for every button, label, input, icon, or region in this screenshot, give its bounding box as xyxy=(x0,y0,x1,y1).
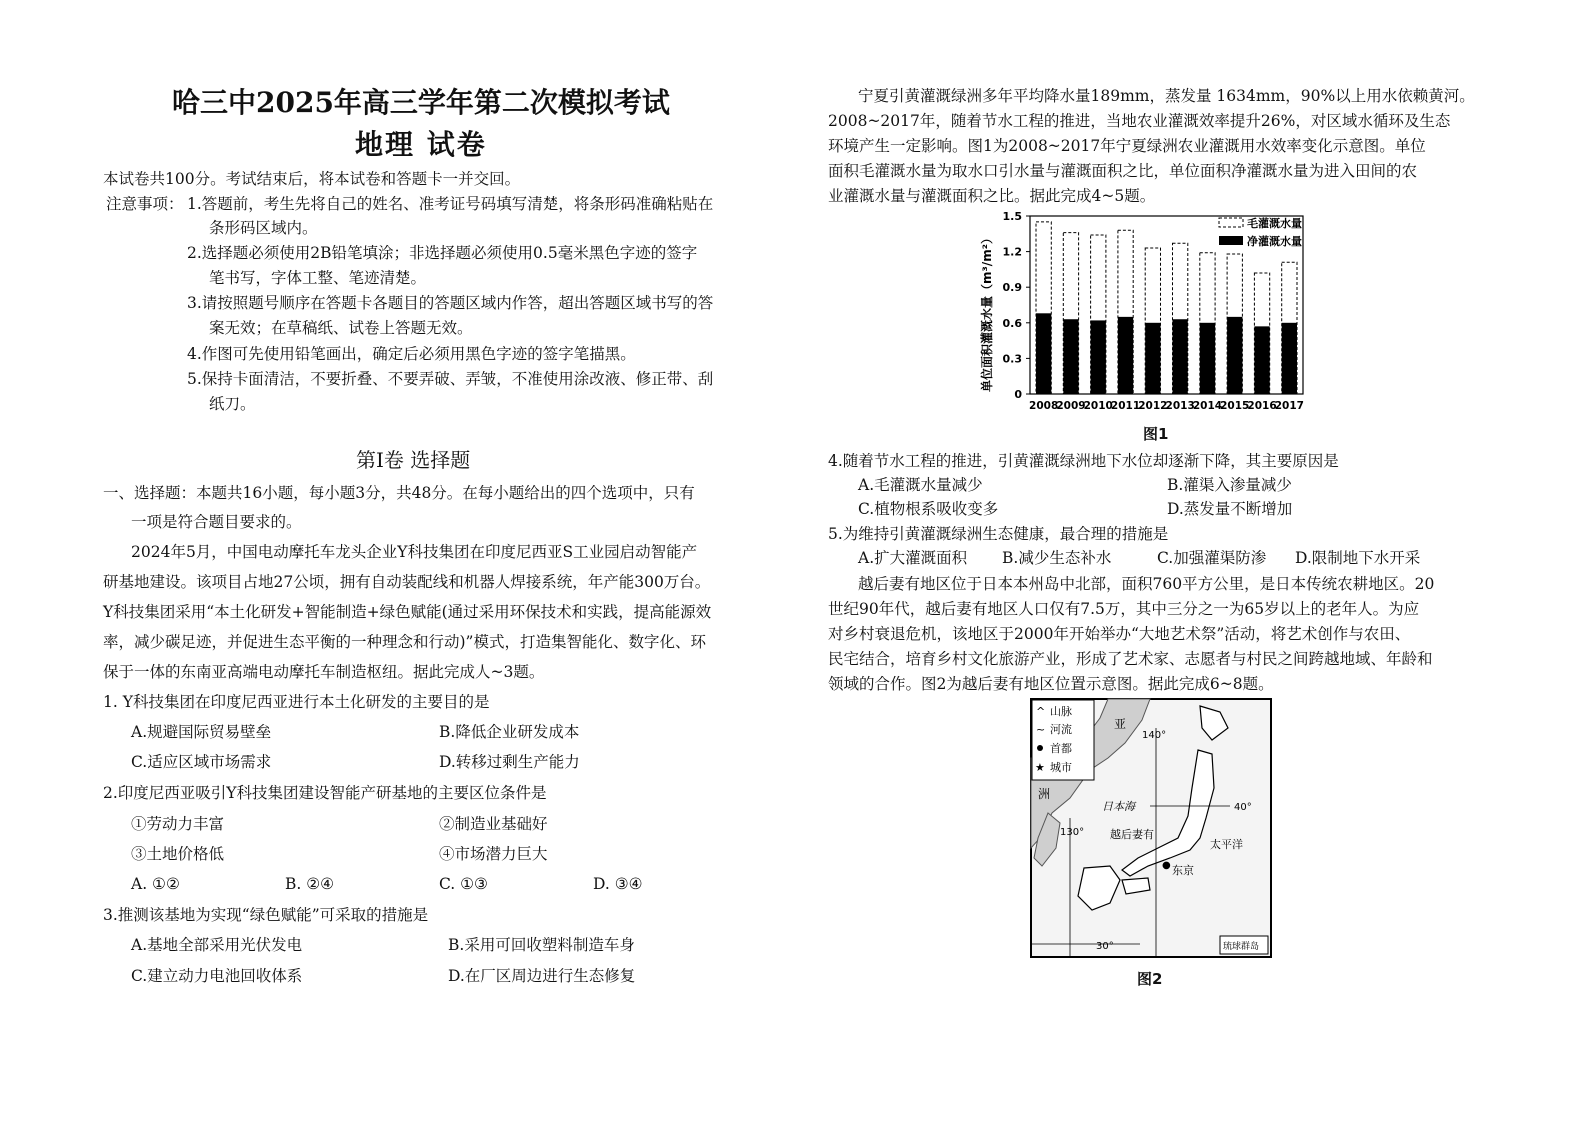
x-tick-label: 2017 xyxy=(1274,400,1304,412)
option-d: D. ③④ xyxy=(593,875,643,893)
bar-net-2013 xyxy=(1173,319,1188,394)
page-subtitle: 地理 试卷 xyxy=(355,128,487,161)
legend-capital: 首都 xyxy=(1050,742,1072,755)
bar-net-2008 xyxy=(1036,313,1051,394)
item-4: ④市场潜力巨大 xyxy=(439,845,548,863)
option-d: D.转移过剩生产能力 xyxy=(439,753,580,771)
label-echigo-tsumari: 越后妻有 xyxy=(1110,828,1154,841)
bar-net-2016 xyxy=(1254,326,1269,394)
passage-3-line: 越后妻有地区位于日本本州岛中北部，面积760平方公里，是日本传统农耕地区。20 xyxy=(858,575,1435,593)
label-asia: 亚 xyxy=(1114,717,1127,731)
label-eurasia: 洲 xyxy=(1038,787,1051,801)
passage-3-line: 对乡村衰退危机，该地区于2000年开始举办“大地艺术祭”活动，将艺术创作与农田、 xyxy=(828,625,1411,643)
section-instruction-line-1: 一、选择题：本题共16小题，每小题3分，共48分。在每小题给出的四个选项中，只有 xyxy=(103,484,695,502)
bar-net-2009 xyxy=(1063,319,1078,394)
y-tick-label: 1.5 xyxy=(1002,210,1022,223)
chart-legend xyxy=(1219,216,1302,248)
bar-net-2014 xyxy=(1200,323,1215,394)
legend-label-gross: 毛灌溉水量 xyxy=(1247,217,1302,230)
passage-2-line: 宁夏引黄灌溉绿洲多年平均降水量189mm，蒸发量 1634mm，90%以上用水依赖黄河。 xyxy=(858,87,1475,105)
bar-net-2015 xyxy=(1227,317,1242,394)
x-tick-label: 2015 xyxy=(1220,400,1250,412)
exam-intro: 本试卷共100分。考试结束后，将本试卷和答题卡一并交回。 xyxy=(103,170,521,188)
label-tokyo: 东京 xyxy=(1172,864,1194,877)
passage-1-line: 2024年5月，中国电动摩托车龙头企业Y科技集团在印度尼西亚S工业园启动智能产 xyxy=(131,543,698,561)
legend-swatch-gross xyxy=(1219,218,1243,227)
y-tick-label: 1.2 xyxy=(1002,245,1022,259)
japan-location-map xyxy=(1030,698,1272,960)
x-tick-label: 2016 xyxy=(1247,400,1277,412)
label-pacific: 太平洋 xyxy=(1210,838,1243,851)
note-3-line-1: 3.请按照题号顺序在答题卡各题目的答题区域内作答，超出答题区域书写的答 xyxy=(187,294,714,312)
question-stem: 2.印度尼西亚吸引Y科技集团建设智能产研基地的主要区位条件是 xyxy=(103,784,547,802)
y-tick-label: 0.6 xyxy=(1002,316,1022,330)
option-b: B.降低企业研发成本 xyxy=(439,723,580,741)
option-c: C.建立动力电池回收体系 xyxy=(131,967,303,985)
option-a: A. ①② xyxy=(131,875,180,893)
section-title: 第Ⅰ卷 选择题 xyxy=(356,448,471,472)
note-1-line-2: 条形码区域内。 xyxy=(209,219,318,237)
passage-3-line: 领域的合作。图2为越后妻有地区位置示意图。据此完成6~8题。 xyxy=(828,675,1274,693)
question-stem: 1. Y科技集团在印度尼西亚进行本土化研发的主要目的是 xyxy=(103,693,490,711)
label-lon140: 140° xyxy=(1142,730,1167,741)
capital-tokyo-icon: ● xyxy=(1162,860,1171,871)
x-tick-label: 2014 xyxy=(1192,400,1223,412)
item-3: ③土地价格低 xyxy=(131,845,225,863)
question-stem: 3.推测该基地为实现“绿色赋能”可采取的措施是 xyxy=(103,906,429,924)
option-b: B.灌渠入渗量减少 xyxy=(1167,476,1292,494)
notes-label: 注意事项： xyxy=(106,195,184,213)
figure-1-caption: 图1 xyxy=(1143,425,1169,443)
label-lat30: 30° xyxy=(1096,941,1114,952)
x-tick-label: 2012 xyxy=(1138,400,1168,412)
label-lat40: 40° xyxy=(1234,802,1252,813)
option-c: C. ①③ xyxy=(439,875,488,893)
passage-1-line: Y科技集团采用“本土化研发+智能制造+绿色赋能(通过采用环保技术和实践，提高能源效 xyxy=(103,603,712,621)
option-c: C.适应区域市场需求 xyxy=(131,753,272,771)
page-title: 哈三中2025年高三学年第二次模拟考试 xyxy=(172,86,670,119)
legend-mountain-icon: ^ xyxy=(1036,705,1046,718)
option-d: D.在厂区周边进行生态修复 xyxy=(448,967,636,985)
option-a: A.毛灌溉水量减少 xyxy=(858,476,983,494)
legend-mountain: 山脉 xyxy=(1050,705,1072,718)
note-2-line-1: 2.选择题必须使用2B铅笔填涂；非选择题必须使用0.5毫米黑色字迹的签字 xyxy=(187,244,698,262)
option-b: B.采用可回收塑料制造车身 xyxy=(448,936,635,954)
legend-river: 河流 xyxy=(1050,723,1072,736)
question-stem: 4.随着节水工程的推进，引黄灌溉绿洲地下水位却逐渐下降，其主要原因是 xyxy=(828,452,1339,470)
passage-2-line: 环境产生一定影响。图1为2008~2017年宁夏绿洲农业灌溉用水效率变化示意图。单位 xyxy=(828,137,1426,155)
label-sea-of-japan: 日本海 xyxy=(1102,800,1135,813)
irrigation-bar-chart xyxy=(975,206,1335,420)
chart-ylabel: 单位面积灌溉水量（m³/m²） xyxy=(980,232,994,392)
item-1: ①劳动力丰富 xyxy=(131,815,225,833)
note-4: 4.作图可先使用铅笔画出，确定后必须用黑色字迹的签字笔描黑。 xyxy=(187,345,636,363)
legend-city: 城市 xyxy=(1050,761,1072,774)
option-c: C.植物根系吸收变多 xyxy=(858,500,999,518)
passage-1-line: 研基地建设。该项目占地27公顷，拥有自动装配线和机器人焊接系统，年产能300万台。 xyxy=(103,573,711,591)
option-c: C.加强灌渠防渗 xyxy=(1157,549,1267,567)
note-2-line-2: 笔书写，字体工整、笔迹清楚。 xyxy=(209,269,427,287)
x-tick-label: 2013 xyxy=(1165,400,1195,412)
passage-1-line: 率，减少碳足迹，并促进生态平衡的一种理念和行动)”模式，打造集智能化、数字化、环 xyxy=(103,633,706,651)
option-a: A.规避国际贸易壁垒 xyxy=(131,723,272,741)
option-d: D.限制地下水开采 xyxy=(1295,549,1421,567)
note-1-line-1: 1.答题前，考生先将自己的姓名、准考证号码填写清楚，将条形码准确粘贴在 xyxy=(187,195,714,213)
x-tick-label: 2009 xyxy=(1056,400,1086,412)
note-3-line-2: 案无效；在草稿纸、试卷上答题无效。 xyxy=(209,319,473,337)
legend-swatch-net xyxy=(1219,236,1243,245)
option-a: A.基地全部采用光伏发电 xyxy=(131,936,303,954)
option-a: A.扩大灌溉面积 xyxy=(858,549,968,567)
option-d: D.蒸发量不断增加 xyxy=(1167,500,1293,518)
passage-3-line: 民宅结合，培育乡村文化旅游产业，形成了艺术家、志愿者与村民之间跨越地域、年龄和 xyxy=(828,650,1433,668)
passage-2-line: 2008~2017年，随着节水工程的推进，当地农业灌溉效率提升26%，对区域水循环及生态 xyxy=(828,112,1451,130)
passage-1-line: 保于一体的东南亚高端电动摩托车制造枢纽。据此完成人~3题。 xyxy=(103,663,545,681)
y-tick-label: 0.9 xyxy=(1002,281,1022,295)
x-tick-label: 2008 xyxy=(1029,400,1059,412)
note-5-line-2: 纸刀。 xyxy=(209,395,256,413)
question-stem: 5.为维持引黄灌溉绿洲生态健康，最合理的措施是 xyxy=(828,525,1169,543)
legend-label-net: 净灌溉水量 xyxy=(1247,235,1302,248)
legend-river-icon: ~ xyxy=(1036,723,1046,736)
legend-capital-icon xyxy=(1037,745,1043,751)
passage-3-line: 世纪90年代，越后妻有地区人口仅有7.5万，其中三分之一为65岁以上的老年人。为应 xyxy=(828,600,1420,618)
bar-net-2012 xyxy=(1145,323,1160,394)
x-tick-label: 2010 xyxy=(1083,400,1113,412)
label-lon130: 130° xyxy=(1060,827,1085,838)
passage-2-line: 面积毛灌溉水量为取水口引水量与灌溉面积之比，单位面积净灌溉水量为进入田间的农 xyxy=(828,162,1418,180)
section-instruction-line-2: 一项是符合题目要求的。 xyxy=(131,513,302,531)
option-b: B.减少生态补水 xyxy=(1002,549,1112,567)
y-tick-label: 0 xyxy=(1014,388,1022,401)
note-5-line-1: 5.保持卡面清洁，不要折叠、不要弄破、弄皱，不准使用涂改液、修正带、刮 xyxy=(187,370,714,388)
figure-2-caption: 图2 xyxy=(1137,970,1163,988)
bar-net-2010 xyxy=(1091,320,1106,394)
item-2: ②制造业基础好 xyxy=(439,815,548,833)
bar-net-2017 xyxy=(1282,323,1297,394)
legend-city-icon: ★ xyxy=(1035,761,1045,774)
bar-net-2011 xyxy=(1118,317,1133,394)
option-b: B. ②④ xyxy=(285,875,335,893)
label-ryukyu: 琉球群岛 xyxy=(1223,942,1260,952)
x-tick-label: 2011 xyxy=(1110,400,1141,412)
y-tick-label: 0.3 xyxy=(1002,352,1022,366)
passage-2-line: 业灌溉水量与灌溉面积之比。据此完成4~5题。 xyxy=(828,187,1156,205)
